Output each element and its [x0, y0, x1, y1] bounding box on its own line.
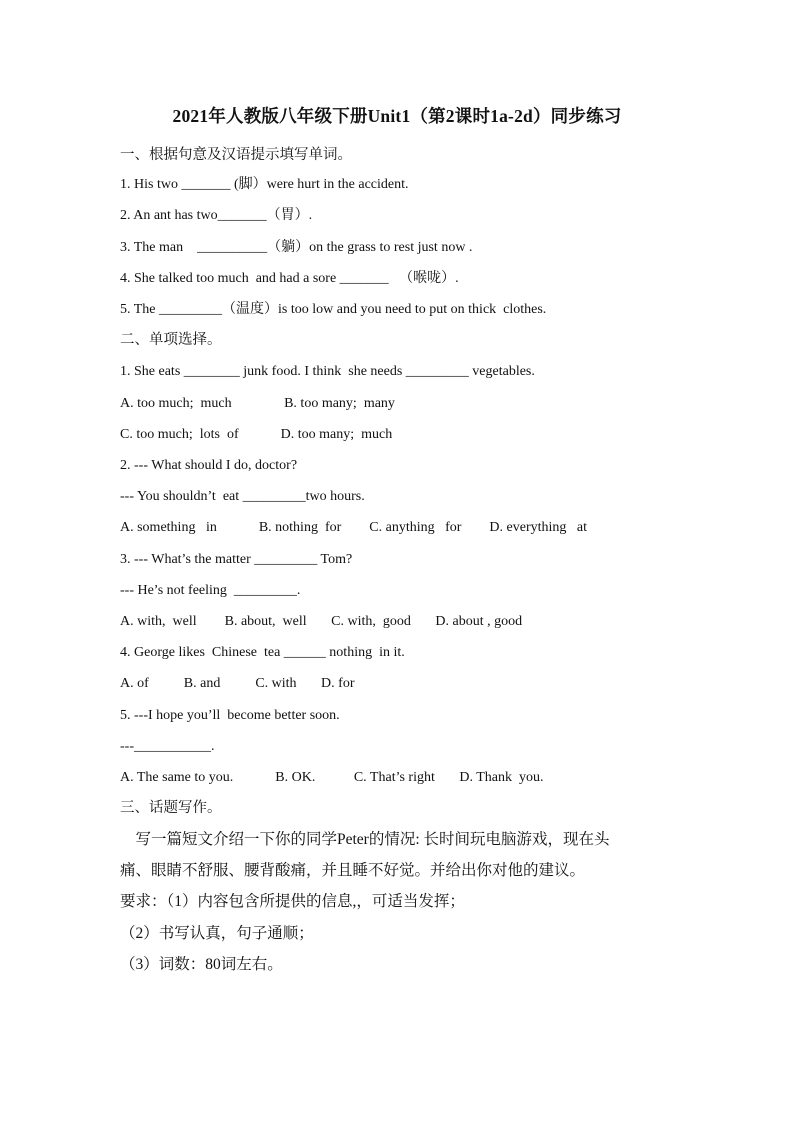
section1-item-1: 1. His two _______ (脚）were hurt in the accident.: [120, 177, 409, 192]
question-4-options: A. of B. and C. with D. for: [120, 676, 355, 691]
requirement-1: 要求：（1）内容包含所提供的信息,，可适当发挥；: [120, 893, 465, 910]
question-5: 5. ---I hope you’ll become better soon.: [120, 708, 340, 723]
requirement-3: （3）词数：80词左右。: [120, 956, 283, 973]
question-1-options-cd: C. too much; lots of D. too many; much: [120, 427, 393, 442]
question-4: 4. George likes Chinese tea ______ nothing in it.: [120, 645, 405, 660]
question-5-reply: ---___________.: [120, 739, 215, 754]
section1-item-4: 4. She talked too much and had a sore _______ （喉咙）.: [120, 271, 459, 286]
requirement-2: （2）书写认真，句子通顺；: [120, 925, 314, 942]
question-3-reply: --- He’s not feeling _________.: [120, 583, 301, 598]
section2-heading: 二、单项选择。: [120, 332, 222, 348]
section3-heading: 三、话题写作。: [120, 800, 222, 816]
question-2: 2. --- What should I do, doctor?: [120, 458, 298, 473]
question-3-options: A. with, well B. about, well C. with, good D. about , good: [120, 614, 523, 629]
question-5-options: A. The same to you. B. OK. C. That’s right D. Thank you.: [120, 770, 544, 785]
section1-item-2: 2. An ant has two_______（胃）.: [120, 208, 313, 223]
writing-prompt-line-2: 痛、眼睛不舒服、腰背酸痛，并且睡不好觉。并给出你对他的建议。: [120, 862, 586, 879]
question-2-options: A. something in B. nothing for C. anything for D. everything at: [120, 520, 588, 535]
question-1: 1. She eats ________ junk food. I think she needs _________ vegetables.: [120, 364, 535, 379]
question-3: 3. --- What’s the matter _________ Tom?: [120, 552, 353, 567]
section1-item-5: 5. The _________（温度）is too low and you need to put on thick clothes.: [120, 302, 547, 317]
section1-heading: 一、根据句意及汉语提示填写单词。: [120, 147, 352, 163]
question-1-options-ab: A. too much; much B. too many; many: [120, 396, 395, 411]
question-2-reply: --- You shouldn’t eat _________two hours.: [120, 489, 365, 504]
section1-item-3: 3. The man __________（躺）on the grass to rest just now .: [120, 240, 473, 255]
page-title: 2021年人教版八年级下册Unit1（第2课时1a-2d）同步练习: [172, 106, 622, 126]
writing-prompt-line-1: 写一篇短文介绍一下你的同学Peter的情况: 长时间玩电脑游戏，现在头: [120, 831, 610, 848]
